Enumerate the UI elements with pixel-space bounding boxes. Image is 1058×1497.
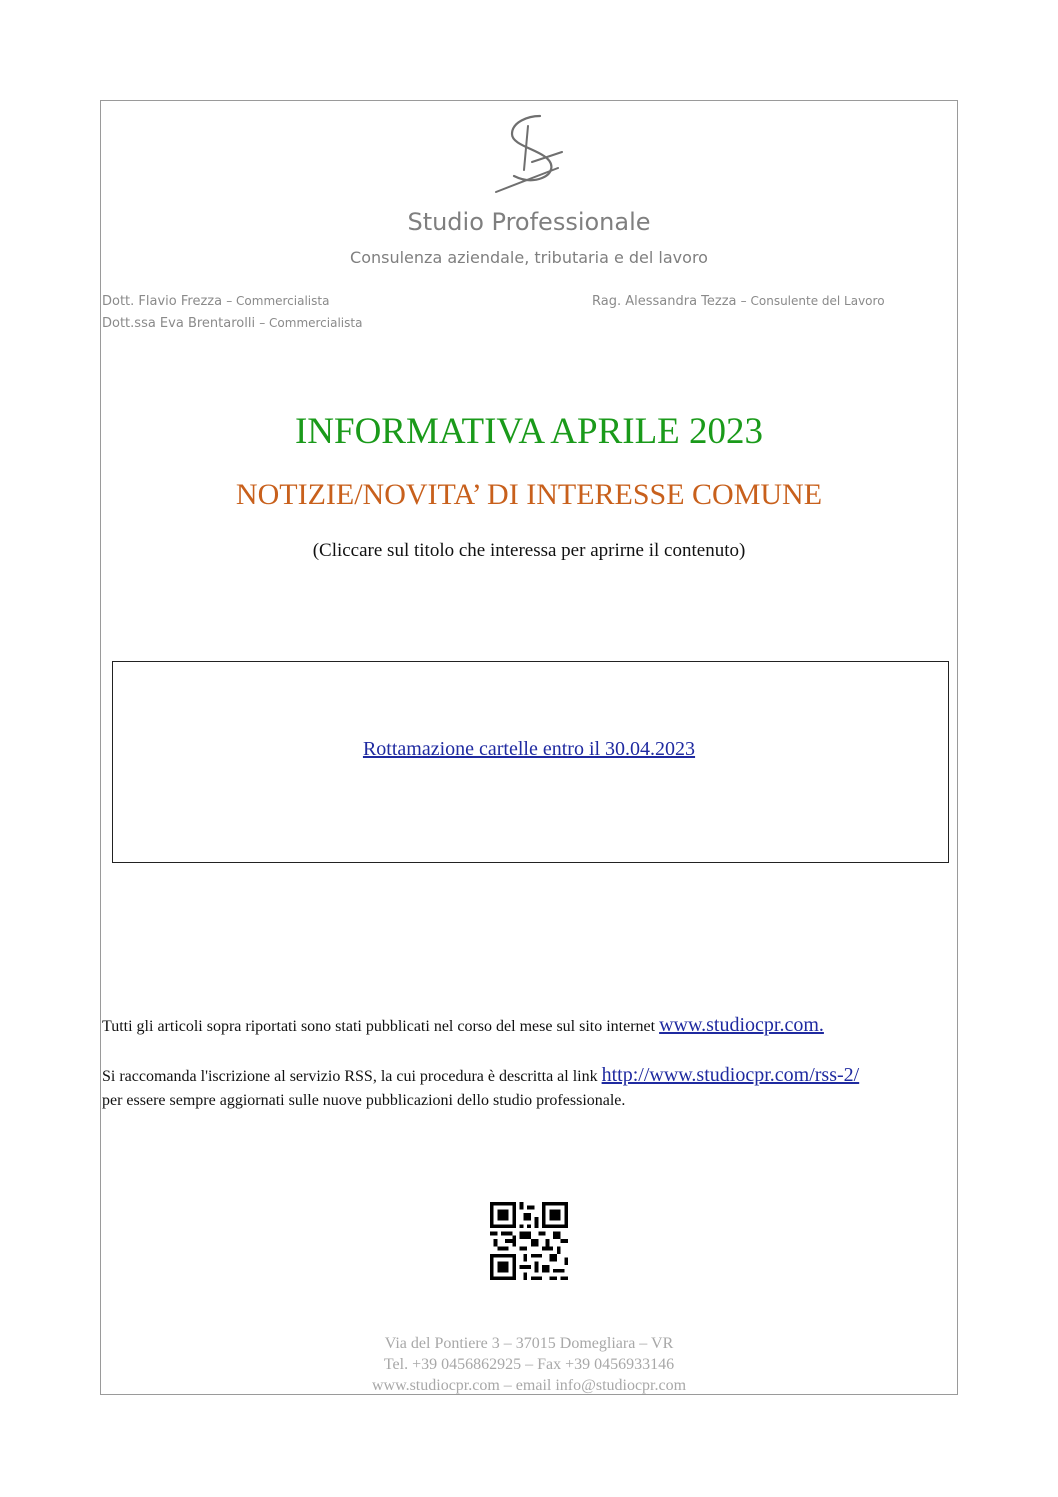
- website-link[interactable]: www.studiocpr.com.: [659, 1014, 824, 1036]
- qr-code: [490, 1201, 568, 1281]
- person-name: Dott. Flavio Frezza: [102, 294, 223, 309]
- footer-address: Via del Pontiere 3 – 37015 Domegliara – VR: [384, 1335, 674, 1352]
- person-role: – Commercialista: [226, 294, 330, 308]
- page-subtitle: NOTIZIE/NOVITA’ DI INTERESSE COMUNE: [235, 478, 823, 511]
- note-paragraph-1: [102, 1014, 958, 1037]
- footer-web: www.studiocpr.com – email info@studiocpr.com: [371, 1377, 687, 1394]
- article-link-rottamazione[interactable]: Rottamazione cartelle entro il 30.04.2023: [362, 738, 696, 760]
- person-frezza: [102, 294, 329, 309]
- person-name: Rag. Alessandra Tezza: [592, 294, 737, 309]
- instruction-text: (Cliccare sul titolo che interessa per aprirne il contenuto): [312, 540, 746, 561]
- footer-phone: Tel. +39 0456862925 – Fax +39 0456933146: [383, 1356, 675, 1373]
- person-tezza: [592, 294, 885, 309]
- note-text-end: per essere sempre aggiornati sulle nuove pubblicazioni dello studio professionale.: [102, 1092, 626, 1109]
- person-brentarolli: [102, 316, 362, 331]
- articles-box: [112, 661, 949, 863]
- studio-logo: [488, 112, 572, 198]
- person-role: – Commercialista: [259, 316, 363, 330]
- note-paragraph-2: [102, 1063, 958, 1113]
- page-title: INFORMATIVA APRILE 2023: [294, 411, 764, 452]
- studio-subtitle: Consulenza aziendale, tributaria e del lavoro: [350, 248, 708, 267]
- person-role: – Consulente del Lavoro: [740, 294, 885, 308]
- person-name: Dott.ssa Eva Brentarolli: [102, 316, 256, 331]
- note-text: Tutti gli articoli sopra riportati sono stati pubblicati nel corso del mese sul sito internet: [102, 1018, 656, 1035]
- studio-name: Studio Professionale: [407, 208, 651, 236]
- rss-link[interactable]: http://www.studiocpr.com/rss-2/: [601, 1064, 860, 1086]
- note-text: Si raccomanda l'iscrizione al servizio RSS, la cui procedura è descritta al link: [102, 1068, 598, 1085]
